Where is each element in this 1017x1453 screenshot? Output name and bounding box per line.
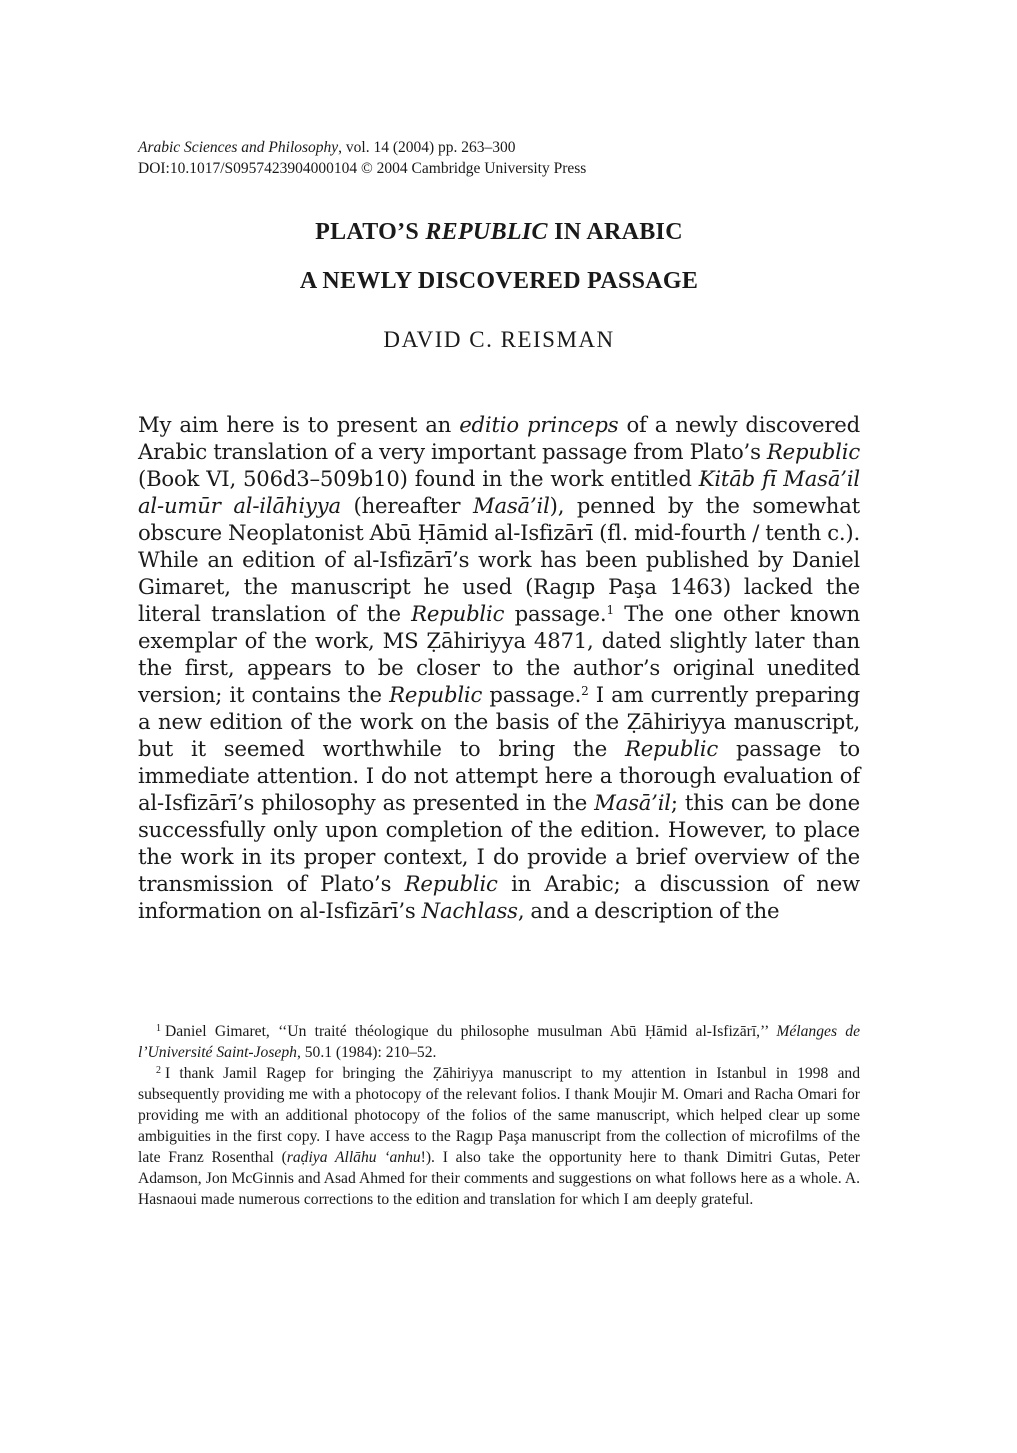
- footnote-ref-2[interactable]: 2: [581, 684, 589, 698]
- journal-name: Arabic Sciences and Philosophy: [138, 139, 339, 156]
- footnote-text: I thank Jamil Ragep for bringing the Ẓāhiriyya manuscript to my attention in Istanbul in 1998 and subsequently providing me with a photocopy of the relevant folios. I thank Moujir M. Omari and Racha Omari for providing me with an additional photocopy of the folios of the same manuscript, which helped clear up some ambiguities in the first copy. I have access to the Ragıp Paşa manuscript from the collection of microfilms of the late Franz Rosenthal (: [138, 1065, 860, 1166]
- footnotes: [138, 1021, 860, 1210]
- body-italic: Kitāb fī Masā’il al-umūr al-ilāhiyya: [138, 466, 860, 518]
- paper-title-line1: [138, 219, 860, 246]
- footnote-ref-1[interactable]: 1: [606, 603, 614, 617]
- doi-line: DOI:10.1017/S0957423904000104 © 2004 Cambridge University Press: [138, 160, 587, 177]
- journal-volume: , vol. 14 (2004) pp. 263–300: [338, 139, 516, 156]
- footnote-text: !). I also take the opportunity here to thank Dimitri Gutas, Peter Adamson, Jon McGinnis and Asad Ahmed for their comments and suggestions on what follows here as a whole. A. Hasnaoui made numerous corrections to the edition and translation for which I am deeply grateful.: [138, 1149, 860, 1208]
- body-text: passage to immediate attention. I do not attempt here a thorough evaluation of al-Isfizārī’s philosophy as presented in the: [138, 736, 860, 815]
- body-italic: Republic: [411, 601, 505, 626]
- body-italic: Masā’il: [472, 493, 550, 518]
- body-italic: Republic: [404, 871, 498, 896]
- body-text: in Arabic; a discussion of new information on al-Isfizārī’s: [138, 871, 860, 923]
- journal-header: [138, 137, 860, 179]
- body-text: (hereafter: [340, 493, 473, 518]
- body-italic: Republic: [766, 439, 860, 464]
- title-text-end: IN ARABIC: [547, 219, 683, 245]
- title-text: PLATO’S: [315, 219, 426, 245]
- body-text: passage.: [482, 682, 582, 707]
- author-name: DAVID C. REISMAN: [383, 327, 615, 352]
- footnote-italic: raḍiya Allāhu ‘anhu: [286, 1149, 421, 1166]
- body-text: I am currently preparing a new edition of the work on the basis of the Ẓāhiriyya manuscript, but it seemed worthwhile to bring the: [138, 682, 860, 761]
- body-text: of a newly discovered Arabic translation of a very important passage from Plato’s: [138, 412, 860, 464]
- body-italic: Nachlass: [421, 898, 518, 923]
- footnote-italic: Mélanges de l’Université Saint-Joseph: [138, 1023, 860, 1061]
- body-text: ), penned by the somewhat obscure Neoplatonist Abū Ḥāmid al-Isfizārī (fl. mid-fourth / tenth c.). While an edition of al-Isfizārī’s work has been published by Daniel Gimaret, the manuscript he used (Ragıp Paşa 1463) lacked the literal translation of the: [138, 493, 860, 626]
- footnote-1: [138, 1021, 860, 1063]
- body-italic: Republic: [389, 682, 483, 707]
- body-text: My aim here is to present an: [138, 412, 460, 437]
- body-italic: editio princeps: [459, 412, 619, 437]
- body-paragraph: [138, 411, 860, 924]
- journal-citation: [138, 137, 860, 158]
- body-italic: Republic: [624, 736, 719, 761]
- body-text: The one other known exemplar of the work, MS Ẓāhiriyya 4871, dated slightly later than the first, appears to be closer to the author’s original unedited version; it contains the: [138, 601, 860, 707]
- body-text: passage.: [504, 601, 607, 626]
- footnote-2: [138, 1063, 860, 1210]
- body-text: ; this can be done successfully only upon completion of the edition. However, to place the work in its proper context, I do provide a brief overview of the transmission of Plato’s: [138, 790, 860, 896]
- body-text: , and a description of the: [517, 898, 780, 923]
- title-italic-text: REPUBLIC: [425, 219, 548, 245]
- body-text: (Book VI, 506d3–509b10) found in the work entitled: [138, 466, 699, 491]
- footnote-text: Daniel Gimaret, ‘‘Un traité théologique du philosophe musulman Abū Ḥāmid al-Isfizārī,’’: [165, 1023, 777, 1040]
- footnote-mark: 1: [156, 1023, 161, 1034]
- paper-title-line2: A NEWLY DISCOVERED PASSAGE: [299, 268, 699, 294]
- footnote-mark: 2: [156, 1065, 161, 1076]
- footnote-text: , 50.1 (1984): 210–52.: [296, 1044, 437, 1061]
- body-italic: Masā’il: [594, 790, 671, 815]
